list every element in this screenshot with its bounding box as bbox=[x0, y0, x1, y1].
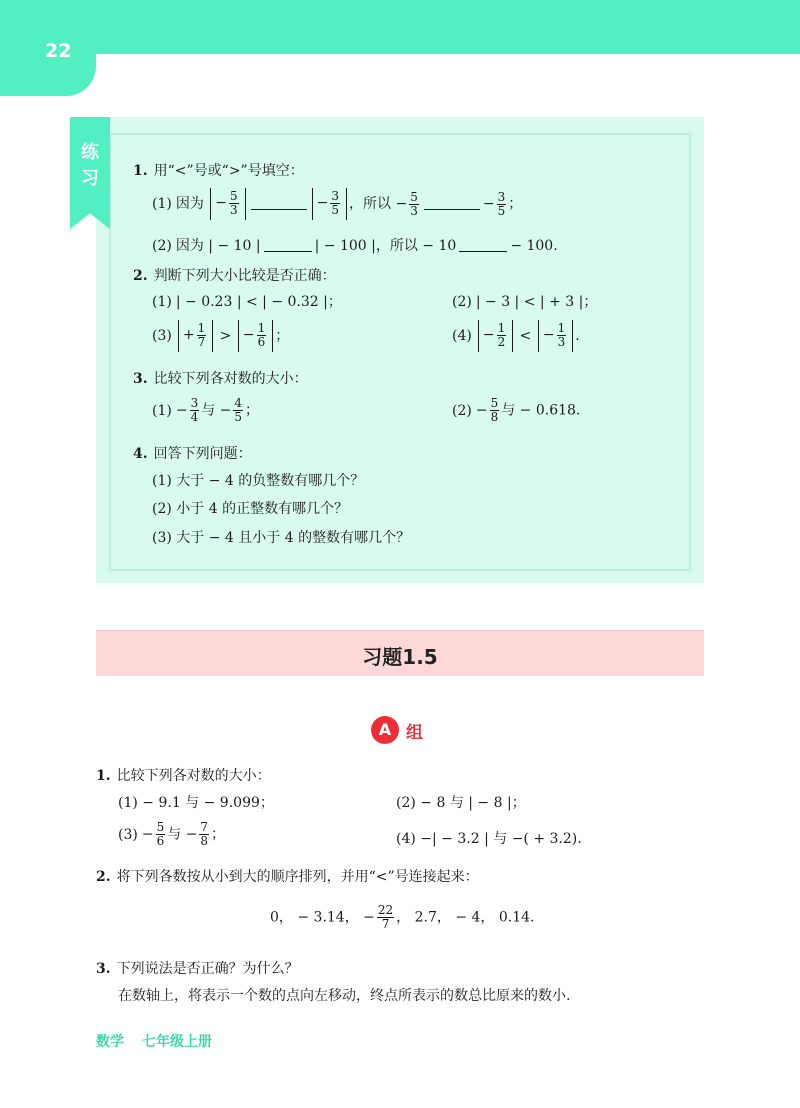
absolute-value: − $\frac{1}{6}$ bbox=[238, 320, 273, 352]
absolute-value: − $\frac{3}{5}$ bbox=[312, 188, 347, 220]
exercise-q3 bbox=[96, 958, 299, 978]
answer-blank[interactable] bbox=[424, 198, 480, 210]
practice-q4-part2: (2) 小于 4 的正整数有哪几个？ bbox=[152, 501, 349, 517]
practice-q3-part1: (1) − $\frac{3}{4}$ 与 − $\frac{4}{5}$ ； bbox=[152, 396, 260, 424]
practice-q2 bbox=[133, 265, 336, 285]
question-number: 4. bbox=[133, 446, 148, 462]
exercise-q3-body: 在数轴上，将表示一个数的点向左移动，终点所表示的数总比原来的数小. bbox=[118, 988, 571, 1004]
practice-q3-part2: (2) − $\frac{5}{8}$ 与 − 0.618. bbox=[452, 396, 581, 424]
exercise-q1-part4: (4) −| − 3.2 | 与 −( + 3.2). bbox=[396, 831, 582, 847]
practice-q2-part1: (1) | − 0.23 | < | − 0.32 |； bbox=[152, 294, 342, 310]
question-number: 1. bbox=[133, 163, 148, 179]
practice-q2-part4: (4) − $\frac{1}{2}$ < − $\frac{1}{3}$ . bbox=[452, 320, 580, 352]
exercise-q1-part3: (3) − $\frac{5}{6}$ 与 − $\frac{7}{8}$ ； bbox=[118, 820, 226, 848]
question-number: 3. bbox=[133, 371, 148, 387]
absolute-value: − $\frac{1}{3}$ bbox=[538, 320, 573, 352]
exercise-q1 bbox=[96, 765, 271, 785]
group-a-badge: A bbox=[371, 716, 399, 744]
question-text: 下列说法是否正确？为什么？ bbox=[116, 961, 299, 977]
question-number: 2. bbox=[96, 869, 111, 885]
practice-q4-part1: (1) 大于 − 4 的负整数有哪几个？ bbox=[152, 473, 365, 489]
exercise-q1-part2: (2) − 8 与 | − 8 |； bbox=[396, 795, 526, 811]
question-text: 将下列各数按从小到大的顺序排列，并用“<”号连接起来： bbox=[116, 869, 479, 885]
answer-blank[interactable] bbox=[251, 198, 307, 210]
footer-subject: 数学 bbox=[96, 1034, 124, 1050]
answer-blank[interactable] bbox=[264, 240, 312, 252]
question-text: 回答下列问题： bbox=[153, 446, 252, 462]
absolute-value: + $\frac{1}{7}$ bbox=[178, 320, 213, 352]
practice-q2-part2: (2) | − 3 | < | + 3 |； bbox=[452, 294, 598, 310]
question-text: 比较下列各对数的大小： bbox=[116, 768, 271, 784]
top-header-bar bbox=[0, 0, 800, 54]
practice-q1-part1: (1) 因为 − $\frac{5}{3}$ − $\frac{3}{5}$ ，所以 − $\frac{5}{3}$ − $\frac{3}{5}$ ； bbox=[152, 188, 522, 220]
footer bbox=[96, 1031, 230, 1051]
absolute-value: − $\frac{1}{2}$ bbox=[478, 320, 513, 352]
practice-q4-part3: (3) 大于 − 4 且小于 4 的整数有哪几个？ bbox=[152, 530, 411, 546]
question-text: 比较下列各对数的大小： bbox=[153, 371, 308, 387]
exercise-q1-part1: (1) − 9.1 与 − 9.099； bbox=[118, 795, 274, 811]
page-number: 22 bbox=[45, 40, 72, 62]
question-text: 用“<”号或“>”号填空： bbox=[153, 163, 304, 179]
question-number: 3. bbox=[96, 961, 111, 977]
absolute-value: − $\frac{5}{3}$ bbox=[210, 188, 245, 220]
practice-q2-part3: (3) + $\frac{1}{7}$ > − $\frac{1}{6}$ ； bbox=[152, 320, 289, 352]
exercise-title: 习题1.5 bbox=[362, 645, 438, 669]
answer-blank[interactable] bbox=[459, 240, 507, 252]
exercise-q2 bbox=[96, 866, 479, 886]
question-number: 2. bbox=[133, 268, 148, 284]
question-text: 判断下列大小比较是否正确： bbox=[153, 268, 336, 284]
exercise-q2-sequence: 0， − 3.14， − $\frac{22}{7}$ ， 2.7， − 4， 0.14. bbox=[270, 903, 535, 931]
practice-ribbon-label: 练习 bbox=[81, 142, 99, 189]
practice-q1 bbox=[133, 160, 304, 180]
question-number: 1. bbox=[96, 768, 111, 784]
footer-book: 七年级上册 bbox=[142, 1034, 212, 1050]
practice-q1-part2: (2) 因为 | − 10 | | − 100 |，所以 − 10 − 100. bbox=[152, 238, 558, 254]
practice-q3 bbox=[133, 368, 308, 388]
practice-q4 bbox=[133, 443, 252, 463]
group-label: 组 bbox=[406, 723, 423, 743]
